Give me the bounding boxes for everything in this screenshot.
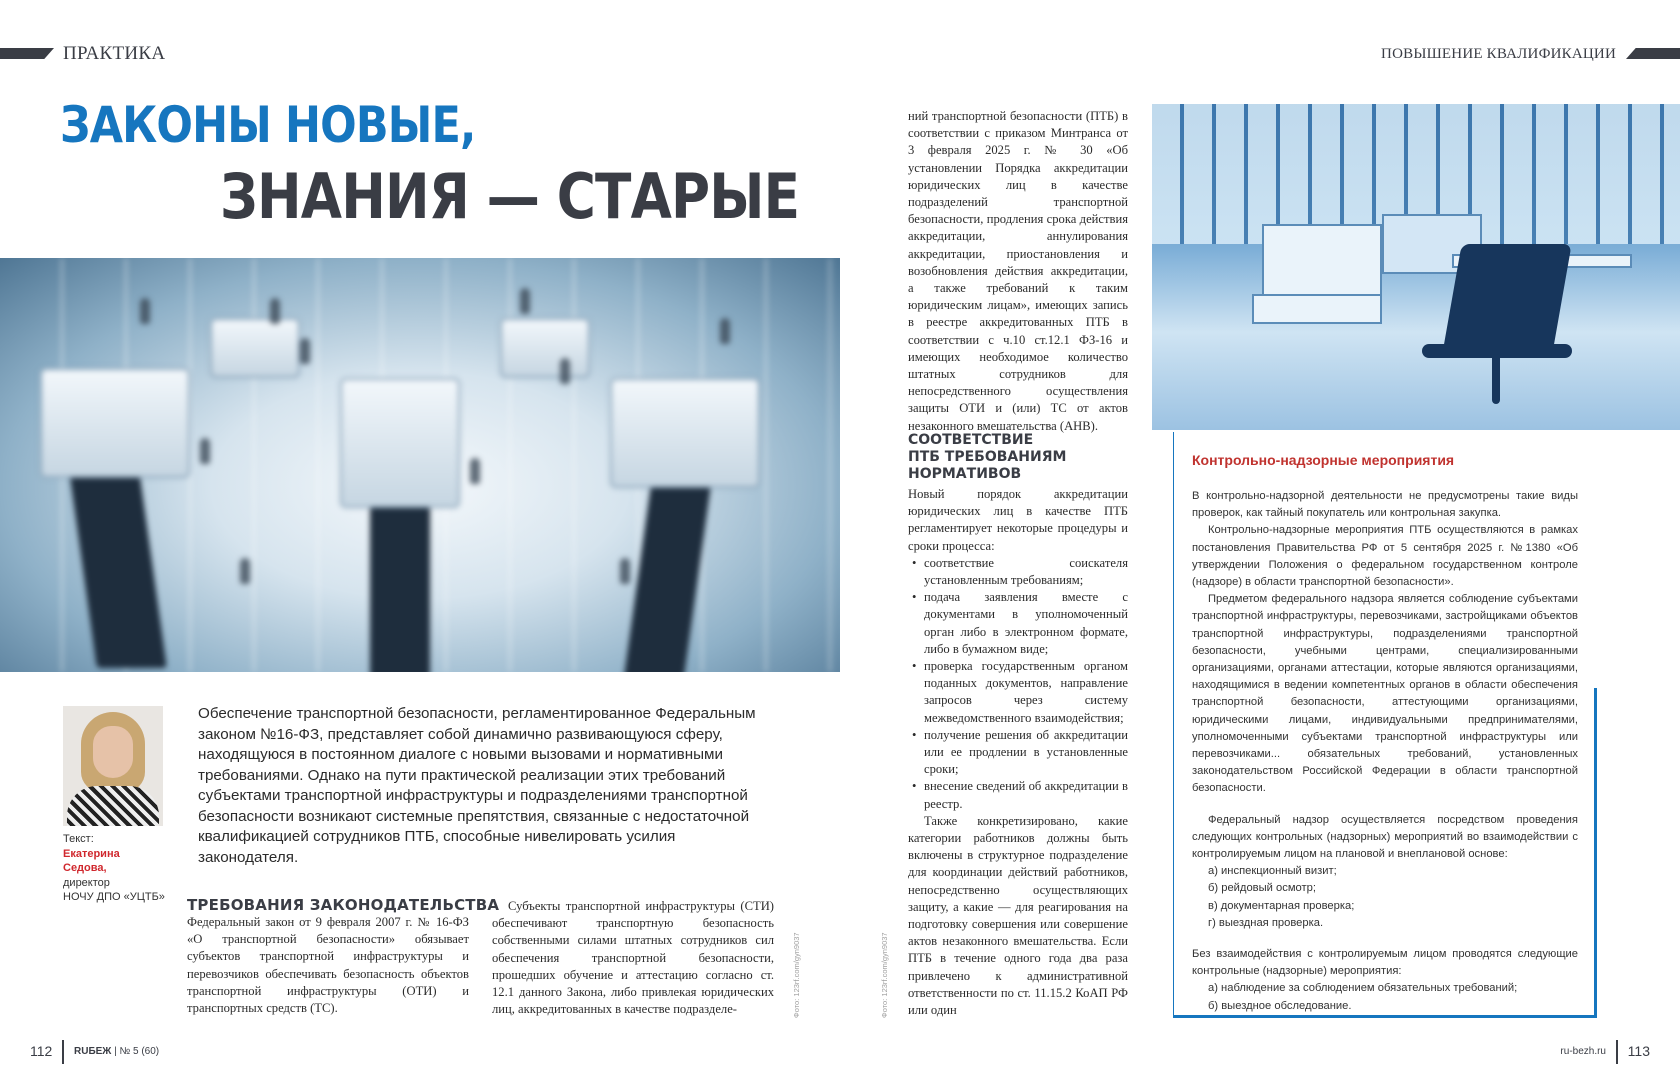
heading-line: СООТВЕТСТВИЕ: [908, 432, 1034, 448]
body-text: Новый порядок аккредитации юридических лиц в качестве ПТБ регламентирует некоторые процедуры и сроки процесса:: [908, 487, 1128, 553]
sidebar-border-right: [1594, 688, 1597, 1018]
list-item: • подача заявления вместе с документами в уполномоченный орган либо в электронном формате, либо в бумажном виде;: [908, 589, 1128, 658]
magazine-name: RUБЕЖ: [74, 1046, 112, 1057]
section-heading-compliance: [908, 432, 1128, 483]
procedure-list: [908, 555, 1128, 813]
section-label-right: ПОВЫШЕНИЕ КВАЛИФИКАЦИИ: [1381, 46, 1616, 62]
sidebar-title: Контрольно-надзорные мероприятия: [1192, 452, 1455, 468]
sidebar-paragraph: Предметом федерального надзора является соблюдение субъектами транспортной инфраструктуры, перевозчиками, застройщиками объектов транспортной инфраструктуры, подразделениями транспортной безопасности, учебными центрами, специализированными организациями, органами аттестации, которые являются организациями, находящимися в ведении компетентных органов в области обеспечения транспортной безопасности, аттестующими организациями, юридическими лицами, индивидуальными предпринимателями, уполномоченными субъектами транспортной инфраструктуры или перевозчиками... обязательных требований, установленных законодательством Российской Федерации в области транспортной безопасности.: [1192, 593, 1578, 795]
sidebar-paragraph: Контрольно-надзорные мероприятия ПТБ осуществляются в рамках постановления Правительства РФ от 5 сентября 2025 г. №1380 «Об утверждении Положения о федеральном государственном контроле (надзоре) в области транспортной безопасности».: [1192, 524, 1578, 589]
sidebar-list-item: в) документарная проверка;: [1208, 899, 1355, 912]
author-name-line2: Седова,: [63, 862, 107, 874]
sidebar-list-item: б) выездное обследование.: [1208, 999, 1352, 1012]
sidebar-paragraph: В контрольно-надзорной деятельности не предусмотрены такие виды проверок, как тайный покупатель или контрольная закупка.: [1192, 490, 1578, 520]
sidebar-border-bottom: [1173, 1015, 1597, 1018]
photo-credit-left: Фото: 123rf.com/gyn9037: [792, 932, 801, 1018]
list-item: • внесение сведений об аккредитации в реестр.: [908, 778, 1128, 812]
page-number-right: 113: [1627, 1043, 1650, 1059]
body-text: ний транспортной безопасности (ПТБ) в соответствии с приказом Минтранса от 3 февраля 2025 г. № 30 «Об установлении Порядка аккредитации юридических лиц в качестве подразделений транспортной безопасности, продления срока действия аккредитации, аннулирования аккредитации, приостановления и возобновления действия аккредитации, а также требований к таким юридическим лицам», имеющих запись в реестре аккредитованных ПТБ в соответствии с ч.10 ст.12.1 ФЗ-16 и имеющих необходимое количество штатных сотрудников для непосредственного осуществления защиты ОТИ и (или) ТС от актов незаконного вмешательства (АНВ).: [908, 109, 1128, 433]
author-name-line1: Екатерина: [63, 847, 120, 860]
author-bio: [63, 832, 173, 905]
photo-credit-right: Фото: 123rf.com/gyn9037: [880, 932, 889, 1018]
body-column-4: [908, 486, 1128, 1019]
issue-number: | № 5 (60): [111, 1046, 160, 1057]
headline-line1: ЗАКОНЫ НОВЫЕ,: [60, 96, 476, 154]
section-label-left: ПРАКТИКА: [63, 43, 166, 64]
website-link[interactable]: ru-bezh.ru: [1560, 1046, 1606, 1057]
sidebar-border-left: [1173, 432, 1174, 1016]
list-item: • проверка государственным органом поданных документов, направление запросов через систему межведомственного взаимодействия;: [908, 658, 1128, 727]
footer-divider-right: [1616, 1040, 1618, 1064]
list-item: • получение решения об аккредитации или ее продлении в установленные сроки;: [908, 727, 1128, 779]
headline-line2: ЗНАНИЯ — СТАРЫЕ: [220, 160, 800, 233]
section-heading-legislation: ТРЕБОВАНИЯ ЗАКОНОДАТЕЛЬСТВА: [187, 896, 500, 914]
header-bar-left: [0, 48, 54, 59]
footer-divider-left: [62, 1040, 64, 1064]
heading-line: ПТБ ТРЕБОВАНИЯМ: [908, 449, 1067, 465]
sidebar-list-item: г) выездная проверка.: [1208, 916, 1324, 929]
author-avatar: [63, 706, 163, 826]
sidebar-list-item: а) инспекционный визит;: [1208, 865, 1337, 878]
article-headline: [60, 96, 800, 236]
body-text: Субъекты транспортной инфраструктуры (СТИ) обеспечивают транспортную безопасность собственными силами штатных сотрудников сил обеспечения транспортной безопасности, прошедших обучение и аттестацию согласно ст. 12.1 данного Закона, либо привлекая юридических лиц, аккредитованных в качестве подразделе-: [492, 899, 774, 1017]
lead-paragraph: Обеспечение транспортной безопасности, регламентированное Федеральным законом №16-ФЗ, представляет собой динамично развивающуюся сферу, находящуюся в постоянном диалоге с новыми вызовами и нормативными требованиями. Однако на пути практической реализации этих требований субъектами транспортной инфраструктуры и подразделениями транспортной безопасности возникают системные препятствия, связанные с недостаточной квалификацией сотрудников ПТБ, способные нивелировать усилия законодателя.: [198, 705, 756, 866]
author-label: Текст:: [63, 833, 94, 845]
sidebar-text: [1192, 488, 1578, 1015]
photo-security-office: [1152, 104, 1680, 430]
header-bar-right: [1626, 48, 1680, 59]
body-text: Также конкретизировано, какие категории работников должны быть включены в структурное подразделение для координации действий работников, непосредственно осуществляющих защиту, а какие — для реагирования на подготовку совершения или совершение актов незаконного вмешательства. Если ПТБ в течение одного года два раза привлечено к административной ответственности по ст. 11.15.2 КоАП РФ или один: [908, 813, 1128, 1018]
hero-photo-security-checkpoint: [0, 258, 840, 672]
magazine-issue: [74, 1046, 159, 1057]
body-text: Федеральный закон от 9 февраля 2007 г. № 16-ФЗ «О транспортной безопасности» обязывает субъектов транспортной инфраструктуры и перевозчиков обеспечивать безопасность объектов транспортной инфраструктуры (ОТИ) и транспортных средств (ТС).: [187, 915, 469, 1016]
sidebar-paragraph: Без взаимодействия с контролируемым лицом проводятся следующие контрольные (надзорные) мероприятия:: [1192, 948, 1578, 978]
author-position: директор: [63, 876, 110, 889]
body-column-1: [187, 914, 469, 1017]
page-number-left: 112: [30, 1043, 53, 1059]
sidebar-list-item: а) наблюдение за соблюдением обязательных требований;: [1208, 982, 1518, 995]
body-column-2: [492, 898, 774, 1018]
list-item: • соответствие соискателя установленным требованиям;: [908, 555, 1128, 589]
body-column-3: [908, 108, 1128, 435]
heading-line: НОРМАТИВОВ: [908, 466, 1022, 482]
author-org: НОЧУ ДПО «УЦТБ»: [63, 891, 165, 903]
sidebar-paragraph: Федеральный надзор осуществляется посредством проведения следующих контрольных (надзорных) мероприятий во взаимодействии с контролируемым лицом на плановой и внеплановой основе:: [1192, 813, 1578, 861]
sidebar-list-item: б) рейдовый осмотр;: [1208, 882, 1316, 895]
